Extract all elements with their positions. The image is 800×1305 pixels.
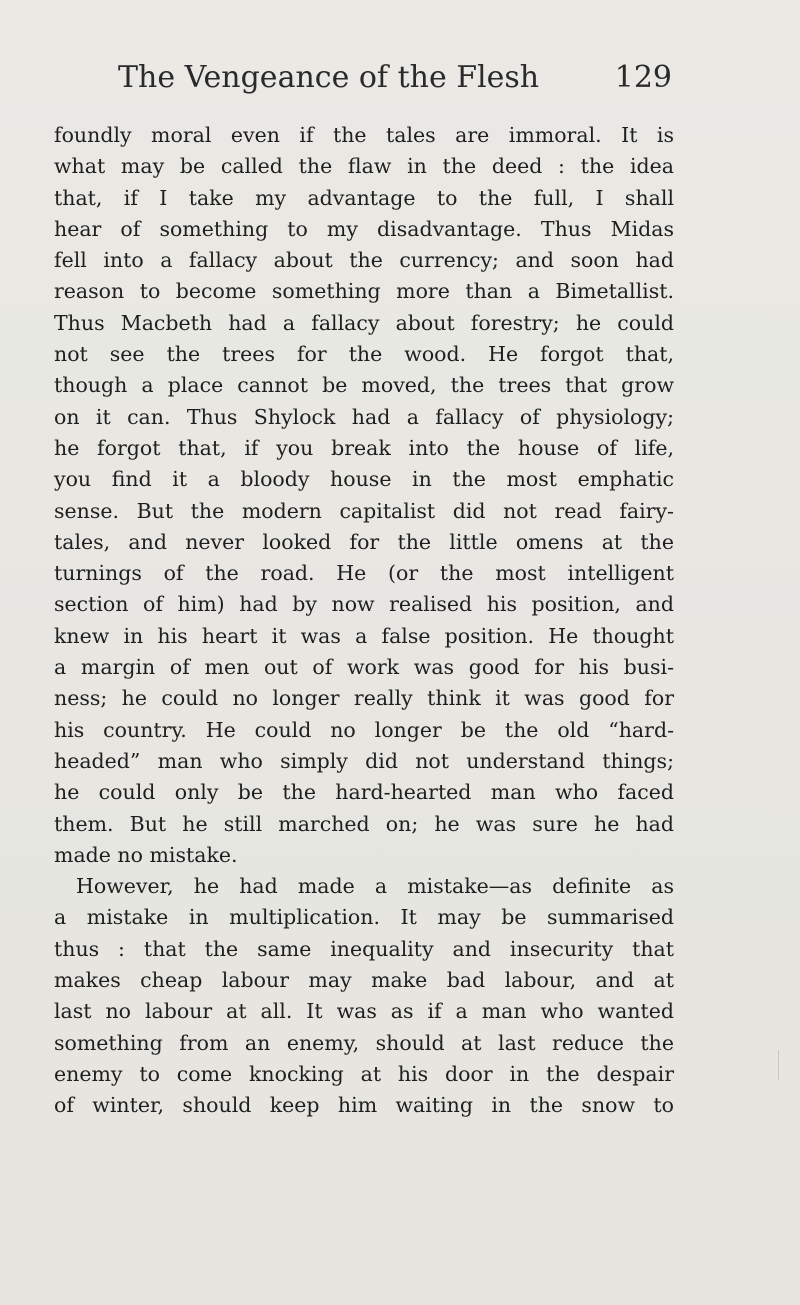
text-line: he could only be the hard-hearted man who faced bbox=[54, 780, 674, 805]
chapter-title: The Vengeance of the Flesh bbox=[118, 60, 540, 95]
text-line: you find it a bloody house in the most emphatic bbox=[54, 467, 674, 492]
text-line: However, he had made a mistake—as definite as bbox=[76, 874, 674, 899]
text-line: last no labour at all. It was as if a man who wanted bbox=[54, 999, 674, 1024]
text-line: a margin of men out of work was good for his busi- bbox=[54, 655, 674, 680]
text-line: tales, and never looked for the little omens at the bbox=[54, 529, 674, 554]
text-line: of winter, should keep him waiting in the snow to bbox=[54, 1093, 674, 1118]
text-line: ness; he could no longer really think it was good for bbox=[54, 686, 674, 711]
margin-mark bbox=[778, 1050, 781, 1080]
text-line: made no mistake. bbox=[54, 842, 238, 867]
text-line: section of him) had by now realised his position, and bbox=[54, 592, 674, 617]
text-line: his country. He could no longer be the old “hard- bbox=[54, 717, 674, 742]
text-line: he forgot that, if you break into the house of life, bbox=[54, 435, 674, 460]
text-line: hear of something to my disadvantage. Thus Midas bbox=[54, 216, 674, 241]
paragraph bbox=[54, 120, 674, 871]
running-head bbox=[118, 60, 672, 108]
text-line: fell into a fallacy about the currency; and soon had bbox=[54, 248, 674, 273]
text-line: turnings of the road. He (or the most intelligent bbox=[54, 561, 674, 586]
text-line: something from an enemy, should at last reduce the bbox=[54, 1030, 674, 1055]
text-line: thus : that the same inequality and insecurity that bbox=[54, 936, 674, 961]
text-line: reason to become something more than a Bimetallist. bbox=[54, 279, 674, 304]
text-line: though a place cannot be moved, the trees that grow bbox=[54, 373, 674, 398]
text-line: not see the trees for the wood. He forgot that, bbox=[54, 342, 674, 367]
text-line: Thus Macbeth had a fallacy about forestry; he could bbox=[54, 310, 674, 335]
paragraph bbox=[54, 871, 674, 1121]
text-line: headed” man who simply did not understand things; bbox=[54, 748, 674, 773]
text-line: foundly moral even if the tales are immoral. It is bbox=[54, 123, 674, 147]
text-line: on it can. Thus Shylock had a fallacy of physiology; bbox=[54, 404, 674, 429]
text-line: knew in his heart it was a false position. He thought bbox=[54, 623, 674, 648]
text-line: what may be called the flaw in the deed : the idea bbox=[54, 154, 674, 179]
body-text bbox=[54, 120, 674, 1122]
text-line: makes cheap labour may make bad labour, and at bbox=[54, 968, 674, 993]
text-line: enemy to come knocking at his door in the despair bbox=[54, 1061, 674, 1086]
text-line: a mistake in multiplication. It may be summarised bbox=[54, 905, 674, 930]
page-number: 129 bbox=[614, 60, 672, 95]
text-line: that, if I take my advantage to the full, I shall bbox=[54, 185, 674, 210]
text-line: sense. But the modern capitalist did not read fairy- bbox=[54, 498, 674, 523]
text-line: them. But he still marched on; he was sure he had bbox=[54, 811, 674, 836]
